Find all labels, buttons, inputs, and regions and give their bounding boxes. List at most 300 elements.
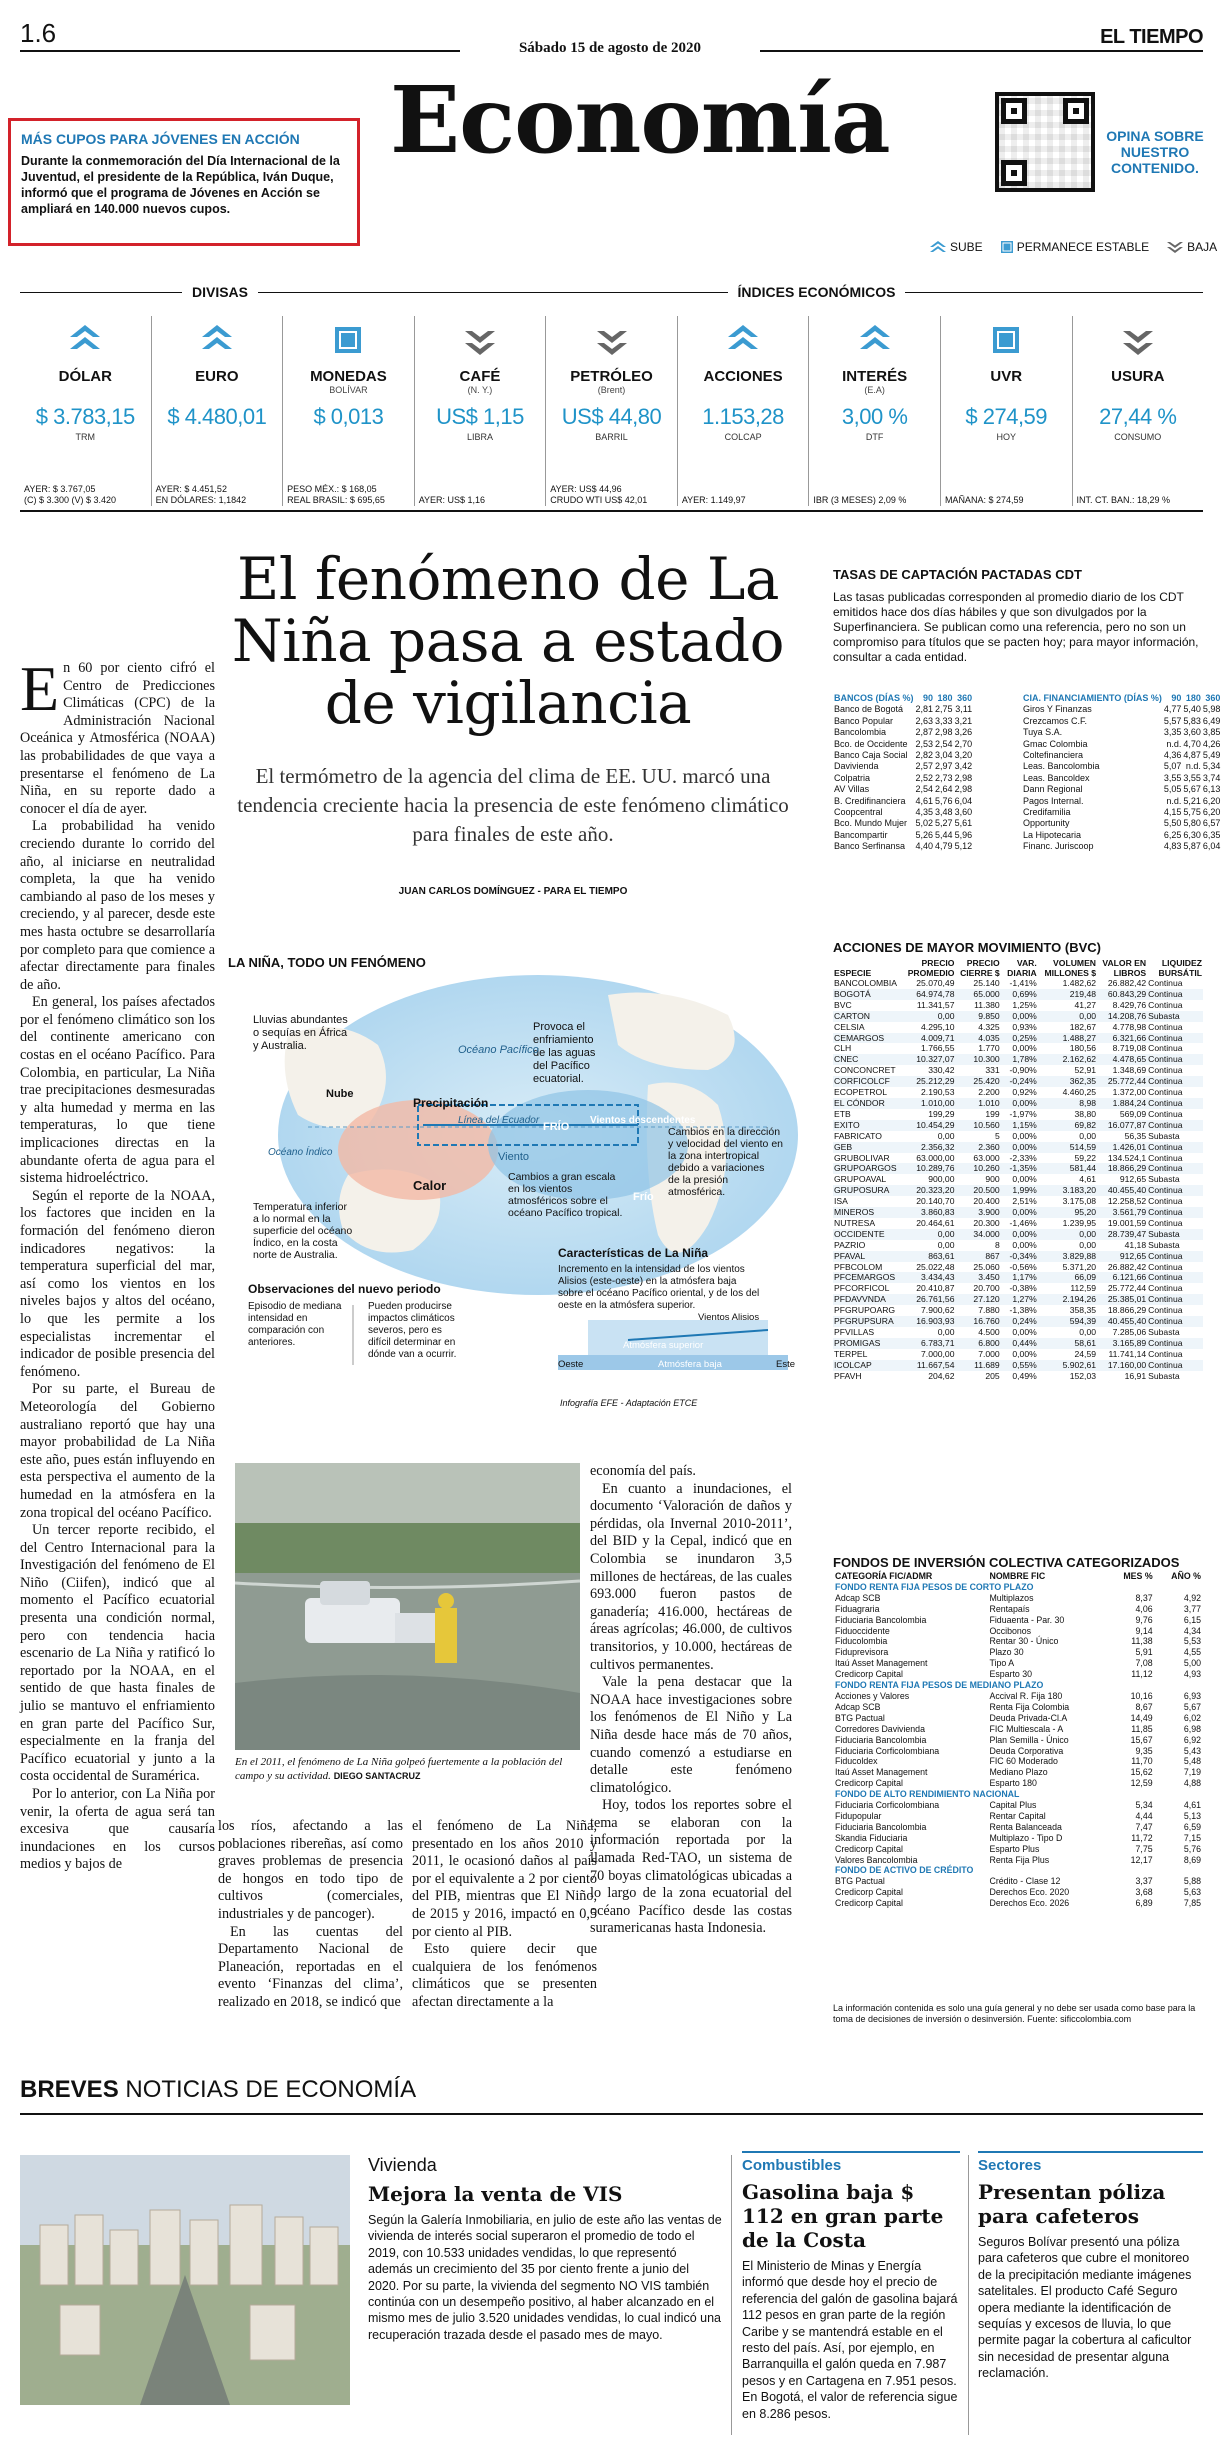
table-cell: Opportunity: [1023, 818, 1070, 829]
table-cell: PAZRIO: [834, 1239, 866, 1250]
table-cell: 3.165,89: [1097, 1338, 1147, 1349]
table-cell: 3,60: [1183, 727, 1201, 738]
table-cell: Continua: [1148, 1152, 1183, 1163]
table-cell: 7,19: [1183, 1767, 1201, 1778]
article-column-bottom-1: [218, 1818, 403, 2012]
table-cell: 0,00: [898, 1011, 955, 1022]
indicator-dolar: [20, 316, 152, 506]
table-cell: 5,21: [1183, 795, 1201, 806]
table-cell: 5,67: [1183, 1701, 1201, 1712]
highlight-title: MÁS CUPOS PARA JÓVENES EN ACCIÓN: [21, 131, 300, 147]
table-cell: 2,64: [935, 784, 953, 795]
paragraph: Hoy, todos los reportes sobre el tema se elaboran con la información reportada por la llamada Red-TAO, un sistema de 70 boyas climatológicas ubicadas a lo largo de la zona ecuatorial del océano Pacífico desde las costas suramericanas hasta Indonesia.: [590, 1797, 792, 1937]
table-cell: n.d.: [1185, 761, 1201, 772]
table-cell: 4,55: [1183, 1647, 1201, 1658]
table-cell: Bco. Mundo Mujer: [834, 818, 908, 829]
table-header: NOMBRE FIC: [989, 1571, 1046, 1581]
table-cell: EXITO: [833, 1120, 898, 1131]
fic-group-name: FONDO RENTA FIJA PESOS DE MEDIANO PLAZO: [835, 1680, 1044, 1691]
table-cell: 69,82: [1038, 1120, 1097, 1131]
svg-text:Calor: Calor: [413, 1178, 447, 1193]
table-cell: 3,42: [954, 761, 973, 772]
table-cell: -0,24%: [1001, 1076, 1038, 1087]
table-cell: FIC 60 Moderado: [989, 1756, 1058, 1767]
table-cell: 362,35: [1038, 1076, 1097, 1087]
indicator-sub: BOLÍVAR: [329, 385, 368, 395]
table-cell: PFAVAL: [833, 1251, 898, 1262]
table-cell: Renta Fija Plus: [989, 1854, 1050, 1865]
table-cell: Credicorp Capital: [835, 1669, 903, 1680]
table-cell: BOGOTÁ: [833, 989, 898, 1000]
table-cell: 5,76: [935, 795, 953, 806]
table-cell: Crédito - Clase 12: [989, 1876, 1061, 1887]
table-cell: 5,05: [1163, 784, 1182, 795]
table-header: 360: [1205, 693, 1221, 703]
table-cell: 1,27%: [1001, 1294, 1038, 1305]
bvc-title: ACCIONES DE MAYOR MOVIMIENTO (BVC): [833, 940, 1101, 955]
indicator-monedas: [283, 316, 415, 506]
table-row: [833, 841, 973, 852]
table-cell: 6,49: [1202, 715, 1221, 726]
table-cell: 8: [994, 1239, 1000, 1250]
table-cell: 5,26: [915, 829, 934, 840]
table-cell: PFCORFICOL: [834, 1283, 890, 1294]
indicator-value: $ 3.783,15: [35, 404, 135, 429]
table-header: AÑO %: [1171, 1571, 1201, 1581]
indicator-footnote-line: AYER: US$ 44,96: [550, 484, 622, 494]
table-cell: CONCONCRET: [834, 1065, 896, 1076]
table-cell: 3.183,20: [1038, 1185, 1097, 1196]
svg-text:Características de La Niña: Características de La Niña: [558, 1246, 709, 1260]
table-cell: 25.385,01: [1097, 1294, 1147, 1305]
table-cell: 11,70: [1131, 1756, 1153, 1767]
table-cell: 0,00: [937, 1327, 955, 1337]
table-cell: 0,00: [1079, 1239, 1097, 1250]
table-cell: 581,44: [1038, 1163, 1097, 1174]
indicator-acciones: [678, 316, 810, 506]
table-cell: Fiduciaria Bancolombia: [835, 1821, 927, 1832]
table-row: [833, 1855, 1203, 1866]
table-row: [833, 1778, 1203, 1789]
paragraph: economía del país.: [590, 1463, 696, 1479]
indicator-name: ACCIONES: [703, 368, 783, 385]
table-cell: 10.289,76: [898, 1163, 955, 1174]
table-cell: 4.778,98: [1112, 1021, 1147, 1032]
table-header-row: [833, 1571, 1203, 1582]
table-cell: n.d.: [1166, 738, 1182, 749]
table-row: [833, 1305, 1203, 1316]
table-cell: PFGRUPOARG: [834, 1305, 896, 1316]
table-cell: 3,11: [955, 704, 973, 715]
table-cell: 2.360: [955, 1142, 1000, 1153]
indicator-euro: [152, 316, 284, 506]
brief-category: Sectores: [978, 2151, 1203, 2174]
svg-text:Temperatura inferiora lo norma: Temperatura inferior a lo normal en la superficie del océano Índico, en la costa norte de Australia.: [253, 1201, 353, 1261]
table-cell: FIC Multiescala - A: [989, 1723, 1064, 1734]
infographic-title: LA NIÑA, TODO UN FENÓMENO: [228, 955, 426, 970]
table-cell: 6.783,71: [898, 1338, 955, 1349]
table-row: [833, 1142, 1203, 1153]
table-row: [833, 807, 973, 818]
article-byline: JUAN CARLOS DOMÍNGUEZ - PARA EL TIEMPO: [398, 886, 628, 897]
table-cell: 4.295,10: [921, 1021, 955, 1032]
table-cell: 8,69: [1183, 1854, 1201, 1865]
table-row: [833, 739, 973, 750]
table-cell: CORFICOLCF: [833, 1076, 898, 1087]
table-row: [833, 818, 973, 829]
table-cell: 24,59: [1074, 1348, 1097, 1359]
indicator-name: MONEDAS: [310, 368, 387, 385]
table-row: [1022, 818, 1221, 829]
table-cell: 2,53: [915, 738, 934, 749]
table-cell: 6,04: [1202, 841, 1221, 852]
table-cell: 3,74: [1202, 772, 1221, 783]
table-cell: 3,77: [1183, 1603, 1201, 1614]
table-cell: 11,85: [1131, 1723, 1153, 1734]
brief-text: Seguros Bolívar presentó una póliza para cafeteros que cubre el monitoreo de la precipitación mediante imágenes satelitales. El producto Café Seguro opera mediante la identificación de sequías y excesos de lluvia, lo que permite pagar la cobertura al caficultor sin necesidad de presentar alguna reclamación.: [978, 2235, 1192, 2381]
table-cell: -1,35%: [1001, 1163, 1038, 1174]
table-cell: Multiplazo - Tipo D: [989, 1832, 1063, 1843]
table-cell: 2.200: [978, 1087, 1000, 1098]
table-cell: Continua: [1147, 1272, 1203, 1283]
table-cell: Itaú Asset Management: [835, 1767, 928, 1778]
trend-stable-icon: [941, 320, 1072, 360]
trend-up-icon: [809, 320, 940, 360]
table-row: [1022, 796, 1221, 807]
table-header: 360: [957, 693, 973, 703]
opina-link[interactable]: OPINA SOBRE NUESTRO CONTENIDO.: [1106, 128, 1204, 176]
qr-code-icon[interactable]: [995, 92, 1095, 192]
svg-text:Vientos descendentes: Vientos descendentes: [590, 1115, 696, 1126]
table-cell: 900: [985, 1174, 1000, 1185]
table-cell: Subasta: [1148, 1174, 1180, 1185]
table-row: [833, 1756, 1203, 1767]
table-cell: 199: [985, 1108, 1000, 1119]
table-cell: Fiduprevisora: [835, 1647, 889, 1658]
table-cell: -1,46%: [1009, 1217, 1037, 1228]
table-cell: 8,67: [1135, 1701, 1153, 1712]
table-cell: MINEROS: [833, 1207, 898, 1218]
table-cell: 4,34: [1183, 1625, 1201, 1636]
indicator-value: 27,44 %: [1099, 404, 1177, 429]
table-row: [833, 1043, 1203, 1054]
table-cell: Banco Caja Social: [834, 750, 908, 761]
table-cell: 12,17: [1130, 1854, 1153, 1865]
table-cell: 5,50: [1163, 818, 1182, 829]
table-header: 90: [1171, 693, 1182, 703]
table-cell: 0,00%: [1012, 1239, 1037, 1250]
table-cell: 0,00: [937, 1130, 955, 1141]
table-cell: 219,48: [1038, 989, 1097, 1000]
table-cell: Acciones y Valores: [835, 1690, 910, 1701]
table-cell: 60.843,29: [1097, 989, 1147, 1000]
table-cell: PFCEMARGOS: [833, 1272, 898, 1283]
table-cell: 1.010,00: [898, 1098, 955, 1109]
trend-down-icon: [1073, 320, 1204, 360]
table-cell: 4,61: [1183, 1800, 1201, 1811]
table-cell: 7,75: [1135, 1843, 1153, 1854]
table-cell: 20.700: [973, 1283, 1000, 1294]
table-cell: 41,18: [1124, 1239, 1147, 1250]
indicator-value: 1.153,28: [702, 404, 784, 429]
indicator-name: CAFÉ: [459, 368, 501, 385]
table-cell: 16.760: [955, 1316, 1000, 1327]
table-cell: 1,99%: [1001, 1185, 1038, 1196]
table-cell: CLH: [834, 1043, 852, 1054]
table-cell: Subasta: [1147, 1011, 1203, 1022]
table-header: MES %: [1123, 1571, 1153, 1581]
table-cell: Coopcentral: [834, 807, 883, 818]
table-cell: Valores Bancolombia: [835, 1854, 918, 1865]
table-cell: 9,35: [1135, 1745, 1153, 1756]
table-cell: 4,93: [1183, 1669, 1201, 1680]
table-cell: Financ. Juriscoop: [1023, 841, 1094, 852]
indicator-footnote-line: AYER: US$ 1,16: [418, 495, 486, 505]
svg-text:Atmósfera superior: Atmósfera superior: [623, 1340, 704, 1351]
table-cell: 19.001,59: [1107, 1217, 1147, 1228]
bvc-rows: [833, 958, 1203, 1382]
indicator-footnote: [945, 495, 1068, 506]
table-cell: PFGRUPSURA: [833, 1316, 898, 1327]
table-cell: Leas. Bancoldex: [1023, 772, 1090, 783]
table-cell: 20.400: [973, 1196, 1000, 1207]
table-cell: 18.866,29: [1097, 1163, 1147, 1174]
highlight-box: [8, 118, 360, 246]
table-cell: Continua: [1147, 1294, 1203, 1305]
table-cell: 9.850: [955, 1011, 1000, 1022]
article-deck: El termómetro de la agencia del clima de EE. UU. marcó una tendencia creciente hacia la presencia de este fenómeno climático para finales de este año.: [237, 764, 789, 846]
section-title: Economía: [390, 66, 890, 174]
table-cell: 9,14: [1135, 1625, 1153, 1636]
table-cell: B. Credifinanciera: [834, 795, 906, 806]
table-row: [833, 1713, 1203, 1724]
table-cell: ETB: [834, 1108, 851, 1119]
table-cell: Subasta: [1148, 1239, 1180, 1250]
table-row: [833, 1626, 1203, 1637]
table-cell: PFDAVVNDA: [833, 1294, 898, 1305]
page-number: 1.6: [20, 18, 57, 48]
table-cell: 4.478,65: [1097, 1054, 1147, 1065]
table-cell: 0,00%: [1012, 1043, 1037, 1054]
table-cell: 5,76: [1183, 1843, 1201, 1854]
table-cell: 27.120: [955, 1294, 1000, 1305]
table-cell: Adcap SCB: [835, 1701, 881, 1712]
table-cell: 900,00: [928, 1174, 955, 1185]
table-cell: 0,49%: [1012, 1370, 1037, 1381]
brief-category: Combustibles: [742, 2151, 960, 2174]
table-cell: 6,25: [1163, 829, 1182, 840]
table-cell: Credicorp Capital: [835, 1887, 903, 1898]
table-cell: 0,00%: [1001, 1142, 1038, 1153]
brief-combustibles: [742, 2151, 960, 2422]
table-cell: Continua: [1147, 1207, 1203, 1218]
table-cell: 0,00: [1079, 1130, 1097, 1141]
table-cell: 912,65: [1119, 1174, 1147, 1185]
indicator-uvr: [941, 316, 1073, 506]
table-row: [833, 1767, 1203, 1778]
table-cell: 1.488,27: [1038, 1033, 1097, 1044]
table-row: [833, 1593, 1203, 1604]
table-cell: 7.900,62: [921, 1305, 955, 1316]
table-cell: 7.000,00: [921, 1348, 955, 1359]
table-cell: 10.260: [955, 1163, 1000, 1174]
table-cell: Fidupopular: [835, 1810, 882, 1821]
table-cell: 0,00%: [1012, 1174, 1037, 1185]
table-row: [833, 1294, 1203, 1305]
table-cell: Subasta: [1148, 1130, 1180, 1141]
table-cell: 569,09: [1119, 1108, 1147, 1119]
table-cell: Itaú Asset Management: [835, 1658, 928, 1669]
table-cell: 1.482,62: [1062, 978, 1097, 988]
table-cell: 0,00%: [1001, 1207, 1038, 1218]
table-cell: 4,70: [1183, 738, 1201, 749]
table-cell: GRUPOSURA: [833, 1185, 898, 1196]
photo-caption: En el 2011, el fenómeno de La Niña golpeó fuertemente a la población del campo y su actividad. DIEGO SANTACRUZ: [235, 1756, 563, 1782]
table-row: [833, 1360, 1203, 1371]
tasas-title: TASAS DE CAPTACIÓN PACTADAS CDT: [833, 567, 1082, 582]
table-header-row: [833, 693, 973, 704]
table-cell: Continua: [1148, 978, 1183, 988]
indicator-footnote: [682, 495, 805, 506]
table-cell: 56,35: [1124, 1130, 1147, 1141]
table-cell: 2,70: [954, 738, 973, 749]
table-cell: 4.460,25: [1062, 1087, 1097, 1098]
table-cell: 4.009,71: [898, 1033, 955, 1044]
table-cell: 11.741,14: [1108, 1348, 1147, 1359]
table-cell: 112,59: [1070, 1283, 1097, 1294]
indicator-sub: (Brent): [597, 385, 626, 395]
indicator-sub: [152, 385, 283, 396]
table-row: [833, 1065, 1203, 1076]
paragraph: Por lo anterior, con La Niña por venir, la oferta de agua será tan excesiva que causaría inundaciones en los cursos medios y bajos de: [20, 1786, 215, 1873]
table-cell: 5,00: [1183, 1658, 1201, 1669]
table-row: [833, 1087, 1203, 1098]
table-row: [833, 1011, 1203, 1022]
table-cell: 58,61: [1038, 1338, 1097, 1349]
table-cell: Capital Plus: [989, 1800, 1037, 1811]
table-cell: 25.420: [955, 1076, 1000, 1087]
table-cell: Tuya S.A.: [1023, 727, 1063, 738]
table-cell: -1,41%: [1009, 978, 1037, 988]
indicator-footnote: [1077, 495, 1200, 506]
svg-text:Frío: Frío: [633, 1191, 654, 1203]
table-cell: AV Villas: [834, 784, 870, 795]
table-cell: Leas. Bancolombia: [1023, 761, 1100, 772]
table-cell: 20.140,70: [916, 1196, 955, 1207]
brief-text: El Ministerio de Minas y Energía informó que desde hoy el precio de referencia del galón de gasolina bajará 112 pesos en gran parte de la región Caribe y se mantendrá estable en el resto del país. Así, por ejemplo, en Barranquilla el galón queda en 7.987 pesos y en Cartagena en 7.951 pesos. En Bogotá, el valor de referencia sigue en 8.286 pesos.: [742, 2259, 958, 2421]
table-cell: 2,82: [915, 750, 934, 761]
table-cell: 59,22: [1074, 1152, 1097, 1163]
svg-text:Línea del Ecuador: Línea del Ecuador: [458, 1115, 540, 1126]
indicator-value: $ 274,59: [965, 404, 1048, 429]
table-cell: 2,98: [935, 727, 953, 738]
table-cell: 7,47: [1135, 1821, 1153, 1832]
table-cell: 6,92: [1183, 1734, 1201, 1745]
table-cell: 8.719,08: [1112, 1043, 1147, 1054]
table-cell: 4,44: [1135, 1810, 1153, 1821]
table-cell: 4,26: [1202, 738, 1221, 749]
table-row: [833, 978, 1203, 989]
table-row: [833, 1658, 1203, 1669]
table-cell: Subasta: [1148, 1370, 1180, 1381]
table-cell: 180,56: [1069, 1043, 1097, 1054]
svg-text:Cambios a gran escalaen los vi: Cambios a gran escala en los vientos atmosféricos sobre el océano Pacífico tropical.: [508, 1171, 623, 1219]
table-cell: -1,38%: [1009, 1305, 1037, 1316]
table-cell: 4,36: [1163, 750, 1182, 761]
indicator-unit: BARRIL: [595, 432, 628, 442]
indicator-cafe: [415, 316, 547, 506]
table-cell: Coltefinanciera: [1023, 750, 1084, 761]
indicator-footnote-line: AYER: $ 3.767,05: [24, 484, 96, 494]
table-cell: GRUBOLIVAR: [834, 1152, 890, 1163]
table-cell: ECOPETROL: [834, 1087, 888, 1098]
table-cell: 0,00: [898, 1229, 955, 1240]
table-row: [833, 1898, 1203, 1909]
trend-legend: [930, 240, 1217, 254]
table-cell: BANCOLOMBIA: [834, 978, 898, 988]
label-lluvias: Lluvias abundantes o sequías en África y Australia.: [253, 1014, 348, 1052]
indicator-usura: [1073, 316, 1204, 506]
table-cell: 1,25%: [1012, 999, 1037, 1010]
table-header: LIQUIDEZ BURSÁTIL: [1158, 958, 1202, 978]
brief-text: Según la Galería Inmobiliaria, en julio de este año las ventas de vivienda de interés social superaron el promedio de todo el 2019, con 10.533 unidades vendidas, lo que representó además un crecimiento del 35 por ciento frente a junio del 2020. Por su parte, la vivienda del segmento NO VIS también continúa con un desempeño positivo, al haber alcanzado en el mismo mes de julio 3.520 unidades vendidas, lo cual indicó una recuperación trazada desde el pasado mes de mayo.: [368, 2213, 722, 2342]
table-cell: 5.902,61: [1038, 1360, 1097, 1371]
table-cell: 3,26: [954, 727, 973, 738]
table-cell: 8,37: [1135, 1592, 1153, 1603]
table-cell: 867: [955, 1251, 1000, 1262]
fic-group-row: [833, 1789, 1203, 1800]
table-cell: 3,04: [935, 750, 953, 761]
table-cell: 5: [994, 1130, 1000, 1141]
indicators-row: [20, 316, 1203, 506]
table-cell: Esparto Plus: [989, 1843, 1040, 1854]
table-row: [833, 1636, 1203, 1647]
indicator-footnote: [287, 484, 410, 506]
table-row: [833, 1316, 1203, 1327]
table-header: ESPECIE: [834, 968, 872, 978]
housing-photo: [20, 2155, 350, 2405]
table-cell: 14,49: [1130, 1712, 1153, 1723]
table-cell: 1,17%: [1001, 1272, 1038, 1283]
table-cell: Continua: [1148, 1261, 1183, 1272]
table-row: [833, 1615, 1203, 1626]
table-cell: Corredores Davivienda: [835, 1723, 925, 1734]
table-row: [833, 1218, 1203, 1229]
svg-text:Nube: Nube: [326, 1088, 354, 1100]
table-row: [833, 1000, 1203, 1011]
table-cell: 26.882,42: [1107, 1261, 1147, 1272]
table-cell: 16.077,87: [1097, 1120, 1147, 1131]
atmosphere-diagram: [558, 1312, 795, 1370]
table-cell: 4.500: [978, 1327, 1000, 1337]
table-row: [833, 1251, 1203, 1262]
table-row: [833, 750, 973, 761]
table-cell: 1.239,95: [1062, 1217, 1097, 1228]
table-cell: 2.194,26: [1038, 1294, 1097, 1305]
table-cell: Banco Popular: [834, 715, 894, 726]
table-row: [833, 1283, 1203, 1294]
table-row: [833, 1131, 1203, 1142]
table-row: [833, 1033, 1203, 1044]
table-row: [833, 1109, 1203, 1120]
table-cell: 6,15: [1183, 1614, 1201, 1625]
paragraph: En general, los países afectados por el fenómeno climático son los del continente americano con costas en el océano Pacífico. Para Colombia, en particular, La Niña trae precipitaciones desmesuradas y alta humedad y merma en las temperaturas, lo que tiene implicaciones directas en la abundante oferta de agua para el sistema hidroeléctrico.: [20, 994, 215, 1187]
infographic-svg: [228, 975, 798, 1395]
brief-category: Vivienda: [368, 2155, 437, 2175]
trend-up-icon: [678, 320, 809, 360]
table-cell: Fiduciaria Corficolombiana: [835, 1800, 940, 1811]
fic-group-row: [833, 1680, 1203, 1691]
